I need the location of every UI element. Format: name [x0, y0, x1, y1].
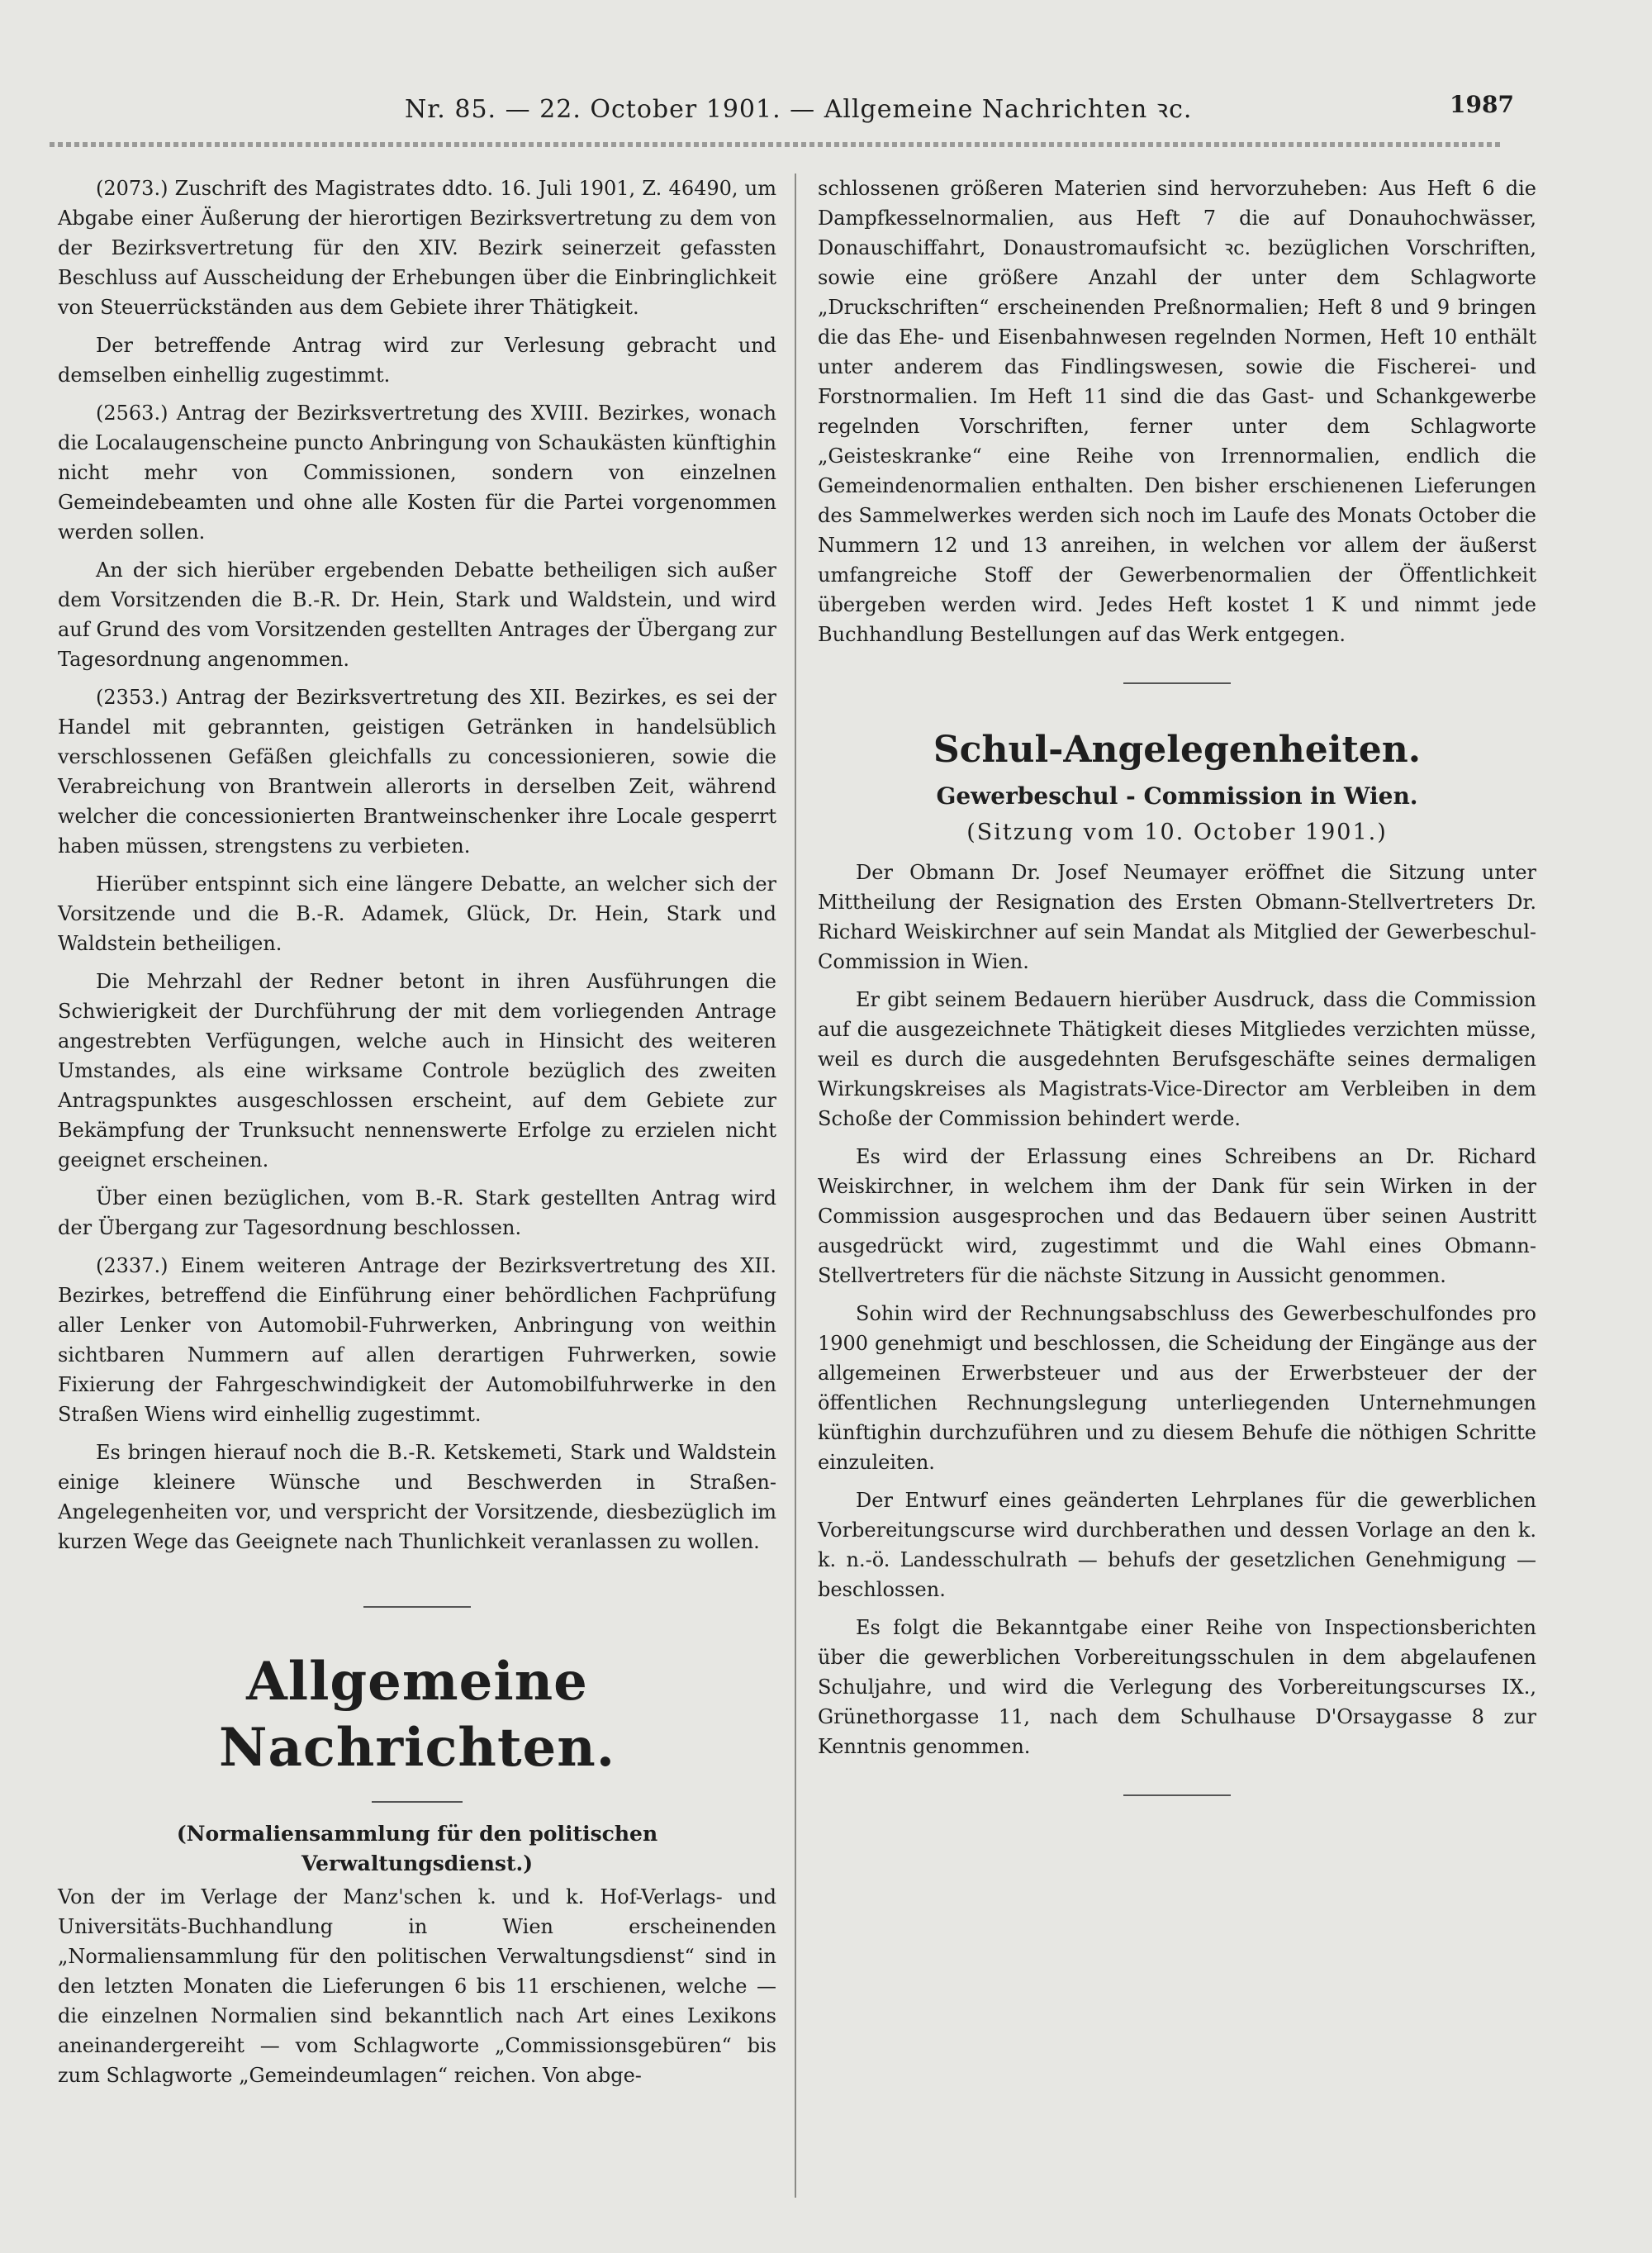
paragraph: Über einen bezüglichen, vom B.-R. Stark gestellten Antrag wird der Übergang zur Tagesordnung beschlossen. [58, 1186, 776, 1239]
left-column [58, 173, 776, 2099]
paragraph: Der Entwurf eines geänderten Lehrplanes für die gewerblichen Vorbereitungscurse wird durchberathen und dessen Vorlage an den k. k. n.-ö. Landesschulrath — behufs der gesetzlichen Genehmigung — beschlossen. [818, 1489, 1536, 1601]
section-title-general-news: Allgemeine Nachrichten. [218, 1651, 616, 1779]
section-separator [1123, 1794, 1231, 1796]
section-title-school-affairs: Schul-Angelegenheiten. [933, 729, 1422, 771]
page-header [50, 91, 1514, 132]
paragraph: (2337.) Einem weiteren Antrage der Bezirksvertretung des XII. Bezirkes, betreffend die Einführung einer behördlichen Fachprüfung aller Lenker von Automobil-Fuhrwerken, Anbringung von weithin sichtbaren Nummern auf allen derartigen Fuhrwerken, sowie Fixierung der Fahrgeschwindigkeit der Automobilfuhrwerke in den Straßen Wiens wird einhellig zugestimmt. [58, 1254, 776, 1426]
paragraph: (2073.) Zuschrift des Magistrates ddto. 16. Juli 1901, Z. 46490, um Abgabe einer Äußerung der hierortigen Bezirksvertretung zu dem von der Bezirksvertretung für den XIV. Bezirk seinerzeit gefassten Beschluss auf Ausscheidung der Erhebungen über die Einbringlichkeit von Steuerrückständen aus dem Gebiete ihrer Thätigkeit. [58, 177, 776, 319]
paragraph: Hierüber entspinnt sich eine längere Debatte, an welcher sich der Vorsitzende und die B.-R. Adamek, Glück, Dr. Hein, Stark und Waldstein betheiligen. [58, 872, 776, 955]
paragraph: Die Mehrzahl der Redner betont in ihren Ausführungen die Schwierigkeit der Durchführung der mit dem vorliegenden Antrage angestrebten Verfügungen, welche auch in Hinsicht des weiteren Umstandes, als eine wirksame Controle bezüglich des zweiten Antragspunktes ausgeschlossen erscheint, auf dem Gebiete zur Bekämpfung der Trunksucht nennenswerte Erfolge zu erzielen nicht geeignet erscheinen. [58, 970, 776, 1172]
paragraph: An der sich hierüber ergebenden Debatte betheiligen sich außer dem Vorsitzenden die B.-R. Dr. Hein, Stark und Waldstein, und wird auf Grund des vom Vorsitzenden gestellten Antrages der Übergang zur Tagesordnung angenommen. [58, 558, 776, 671]
session-date: (Sitzung vom 10. October 1901.) [966, 820, 1388, 845]
paragraph: (2563.) Antrag der Bezirksvertretung des XVIII. Bezirkes, wonach die Localaugenscheine puncto Anbringung von Schaukästen künftighin nicht mehr von Commissionen, sondern von einzelnen Gemeindebeamten und ohne alle Kosten für die Partei vorgenommen werden sollen. [58, 402, 776, 544]
paragraph-continuation: schlossenen größeren Materien sind hervorzuheben: Aus Heft 6 die Dampfkesselnormalien, aus Heft 7 die auf Donauhochwässer, Donauschiffahrt, Donaustromaufsicht ꝛc. bezüglichen Vorschriften, sowie eine größere Anzahl der unter dem Schlagworte „Druckschriften“ erscheinenden Preßnormalien; Heft 8 und 9 bringen die das Ehe- und Eisenbahnwesen regelnden Normen, Heft 10 enthält unter anderem das Findlingswesen, sowie die Fischerei- und Forstnormalien. Im Heft 11 sind die das Gast- und Schankgewerbe regelnden Vorschriften, ferner unter dem Schlagworte „Geisteskranke“ eine Reihe von Irrennormalien, endlich die Gemeindenormalien enthalten. Den bisher erschienenen Lieferungen des Sammelwerkes werden sich noch im Laufe des Monats October die Nummern 12 und 13 anreihen, in welchen vor allem der äußerst umfangreiche Stoff der Gewerbenormalien der Öffentlichkeit übergeben werden wird. Jedes Heft kostet 1 K und nimmt jede Buchhandlung Bestellungen auf das Werk entgegen. [818, 177, 1536, 646]
page-number: 1987 [1450, 91, 1514, 118]
running-head: Nr. 85. — 22. October 1901. — Allgemeine Nachrichten ꝛc. [405, 95, 1193, 124]
column-divider [795, 173, 796, 2198]
paragraph: Sohin wird der Rechnungsabschluss des Gewerbeschulfondes pro 1900 genehmigt und beschlossen, die Scheidung der Eingänge aus der allgemeinen Erwerbsteuer und aus der Erwerbsteuer der der öffentlichen Rechnungslegung unterliegenden Unternehmungen künftighin durchzuführen und zu diesem Behufe die nöthigen Schritte einzuleiten. [818, 1302, 1536, 1474]
paragraph: Er gibt seinem Bedauern hierüber Ausdruck, dass die Commission auf die ausgezeichnete Thätigkeit dieses Mitgliedes verzichten müsse, weil es durch die ausgedehnten Berufsgeschäfte seines dermaligen Wirkungskreises als Magistrats-Vice-Director am Verbleiben in dem Schoße der Commission behindert werde. [818, 988, 1536, 1130]
paragraph: Der Obmann Dr. Josef Neumayer eröffnet die Sitzung unter Mittheilung der Resignation des Ersten Obmann-Stellvertreters Dr. Richard Weiskirchner auf sein Mandat als Mitglied der Gewerbeschul-Commission in Wien. [818, 861, 1536, 973]
section-separator [1123, 682, 1231, 684]
section-subhead: Gewerbeschul - Commission in Wien. [936, 782, 1418, 810]
right-column [818, 173, 1536, 1796]
paragraph: Der betreffende Antrag wird zur Verlesung gebracht und demselben einhellig zugestimmt. [58, 334, 776, 387]
paragraph: Es wird der Erlassung eines Schreibens an Dr. Richard Weiskirchner, in welchem ihm der Dank für sein Wirken in der Commission ausgesprochen und das Bedauern über seinen Austritt ausgedrückt wird, zugestimmt und die Wahl eines Obmann-Stellvertreters für die nächste Sitzung in Aussicht genommen. [818, 1145, 1536, 1287]
paragraph: (2353.) Antrag der Bezirksvertretung des XII. Bezirkes, es sei der Handel mit gebrannten, geistigen Getränken in handelsüblich verschlossenen Gefäßen gleichfalls zu concessionieren, sowie die Verabreichung von Brantwein allerorts in derselben Zeit, während welcher die concessionierten Brantweinschenker ihre Locale gesperrt haben müssen, strengstens zu verbieten. [58, 686, 776, 858]
title-underline [372, 1801, 463, 1803]
header-rule [50, 142, 1503, 147]
section-lead: (Normaliensammlung für den politischen Verwaltungsdienst.) [176, 1822, 658, 1875]
paragraph: Es folgt die Bekanntgabe einer Reihe von Inspectionsberichten über die gewerblichen Vorbereitungsschulen in dem abgelaufenen Schuljahre, und wird die Verlegung des Vorbereitungscurses IX., Grünethorgasse 11, nach dem Schulhause D'Orsaygasse 8 zur Kenntnis genommen. [818, 1616, 1536, 1758]
paragraph: Von der im Verlage der Manz'schen k. und k. Hof-Verlags- und Universitäts-Buchhandlung in Wien erscheinenden „Normaliensammlung für den politischen Verwaltungsdienst“ sind in den letzten Monaten die Lieferungen 6 bis 11 erschienen, welche — die einzelnen Normalien sind bekanntlich nach Art eines Lexikons aneinandergereiht — vom Schlagworte „Commissionsgebüren“ bis zum Schlagworte „Gemeindeumlagen“ reichen. Von abge- [58, 1885, 776, 2087]
paragraph: Es bringen hierauf noch die B.-R. Ketskemeti, Stark und Waldstein einige kleinere Wünsche und Beschwerden in Straßen-Angelegenheiten vor, und verspricht der Vorsitzende, diesbezüglich im kurzen Wege das Geeignete nach Thunlichkeit veranlassen zu wollen. [58, 1441, 776, 1553]
section-separator [363, 1606, 471, 1608]
